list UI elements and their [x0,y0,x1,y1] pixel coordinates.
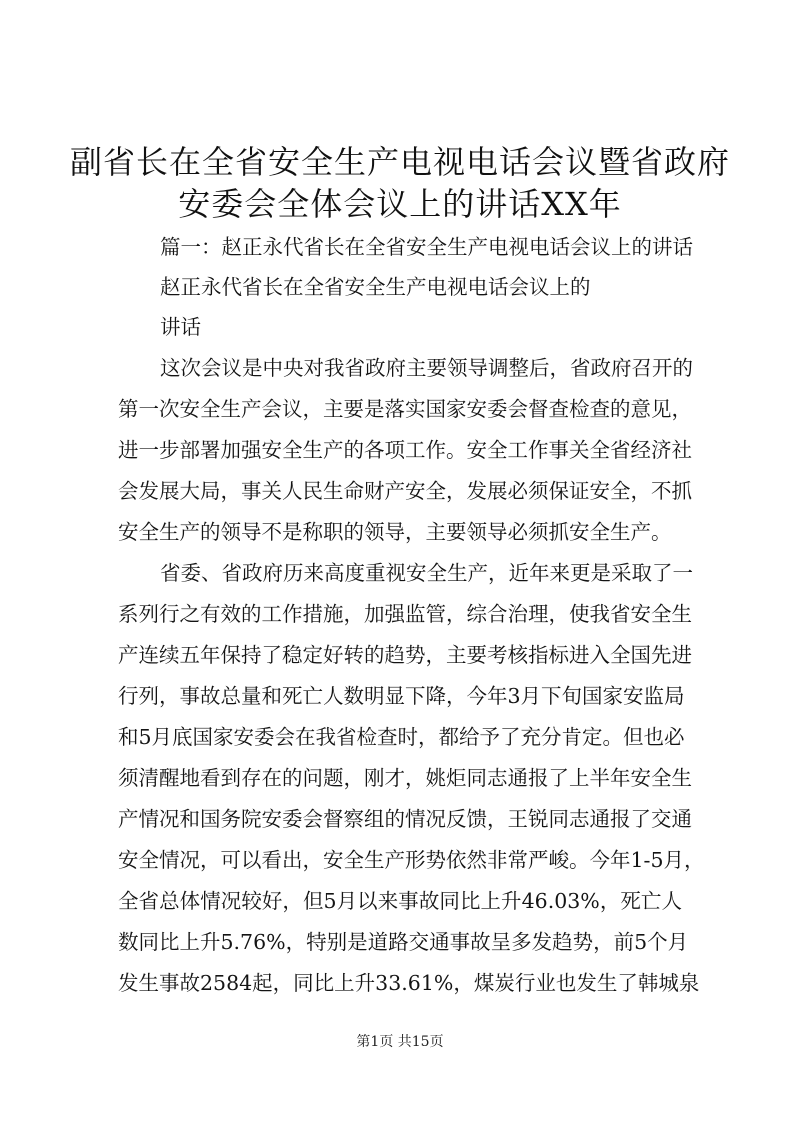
paragraph-2-line-6: 须清醒地看到存在的问题，刚才，姚炬同志通报了上半年安全生 [118,766,692,790]
paragraph-2-line-3: 产连续五年保持了稳定好转的趋势，主要考核指标进入全国先进 [118,643,692,667]
paragraph-1-line-5: 安全生产的领导不是称职的领导，主要领导必须抓安全生产。 [118,520,672,544]
subtitle-line-1: 篇一：赵正永代省长在全省安全生产电视电话会议上的讲话 [160,235,693,259]
paragraph-2-line-11: 发生事故2584起，同比上升33.61%，煤炭行业也发生了韩城泉 [118,971,700,995]
paragraph-1-line-3: 进一步部署加强安全生产的各项工作。安全工作事关全省经济社 [118,438,692,462]
subtitle-line-2: 赵正永代省长在全省安全生产电视电话会议上的 [160,275,591,299]
document-title-line-1: 副省长在全省安全生产电视电话会议暨省政府 [69,143,730,181]
paragraph-2-line-2: 系列行之有效的工作措施，加强监管，综合治理，使我省安全生 [118,602,692,626]
paragraph-2-line-7: 产情况和国务院安委会督察组的情况反馈，王锐同志通报了交通 [118,807,692,831]
paragraph-2-line-10: 数同比上升5.76%，特别是道路交通事故呈多发趋势，前5个月 [118,930,689,954]
subtitle-line-3: 讲话 [160,315,201,339]
paragraph-1-line-2: 第一次安全生产会议，主要是落实国家安委会督查检查的意见， [118,397,692,421]
paragraph-1-line-1: 这次会议是中央对我省政府主要领导调整后，省政府召开的 [160,356,693,380]
document-title-line-2: 安委会全体会议上的讲话XX年 [178,185,622,223]
page-number-footer: 第1页 共15页 [356,1034,444,1050]
paragraph-2-line-5: 和5月底国家安委会在我省检查时，都给予了充分肯定。但也必 [118,725,685,749]
paragraph-2-line-4: 行列，事故总量和死亡人数明显下降，今年3月下旬国家安监局 [118,684,685,708]
paragraph-2-line-1: 省委、省政府历来高度重视安全生产，近年来更是采取了一 [160,561,693,585]
paragraph-2-line-8: 安全情况，可以看出，安全生产形势依然非常严峻。今年1-5月， [118,848,705,872]
paragraph-2-line-9: 全省总体情况较好，但5月以来事故同比上升46.03%，死亡人 [118,889,682,913]
paragraph-1-line-4: 会发展大局，事关人民生命财产安全，发展必须保证安全，不抓 [118,479,692,503]
